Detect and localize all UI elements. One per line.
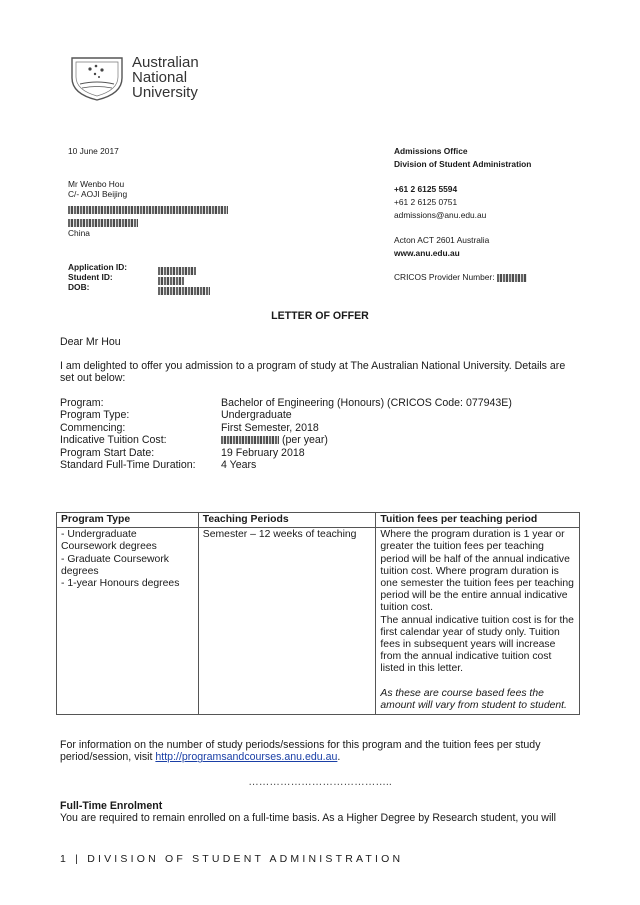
fees-paragraph-1: Where the program duration is 1 year or greater the tuition fees per teaching period will be half of the annual indicative tuition cost. Where program duration is one semester the tuition fees per teaching period will be the entire annual indicative tuition cost. [380, 529, 574, 614]
office-email: admissions@anu.edu.au [394, 210, 487, 220]
table-header-row [57, 513, 580, 528]
detail-label: Program: [60, 397, 104, 409]
header-teaching-periods: Teaching Periods [198, 513, 376, 528]
recipient-care-of: C/- AOJI Beijing [68, 189, 128, 199]
detail-row [60, 397, 582, 409]
program-type-item: - Undergraduate Coursework degrees [61, 529, 157, 553]
header-program-type: Program Type [57, 513, 199, 528]
anu-crest-icon [68, 52, 126, 102]
tuition-suffix: (per year) [281, 434, 328, 447]
dob-label: DOB: [68, 282, 90, 292]
detail-row [60, 409, 582, 421]
detail-label: Indicative Tuition Cost: [60, 434, 167, 447]
office-name: Admissions Office [394, 146, 468, 156]
recipient-name: Mr Wenbo Hou [68, 179, 125, 189]
redacted-dob [158, 282, 210, 300]
tuition-fee-table [56, 512, 580, 715]
application-id-label: Application ID: [68, 262, 128, 272]
detail-value [221, 434, 328, 446]
detail-label: Standard Full-Time Duration: [60, 459, 196, 472]
program-type-item: - Graduate Coursework degrees [61, 553, 169, 577]
enrolment-text: You are required to remain enrolled on a full-time basis. As a Higher Degree by Research student, you will [60, 812, 557, 824]
detail-label: Commencing: [60, 421, 126, 434]
cricos-provider [394, 271, 527, 283]
redacted-tuition [221, 436, 279, 444]
letter-title: LETTER OF OFFER [271, 310, 369, 322]
tuition-fees-cell [376, 528, 580, 715]
detail-row [60, 422, 582, 434]
detail-value: 19 February 2018 [221, 446, 305, 459]
intro-paragraph: I am delighted to offer you admission to a program of study at The Australian National University. Details are set out below: [60, 360, 566, 385]
letter-date: 10 June 2017 [68, 146, 119, 156]
cricos-label: CRICOS Provider Number: [394, 272, 495, 282]
detail-label: Program Type: [60, 409, 130, 422]
page-footer: 1 | DIVISION OF STUDENT ADMINISTRATION [60, 853, 404, 865]
programs-courses-link[interactable]: http://programsandcourses.anu.edu.au [155, 751, 338, 764]
office-phone: +61 2 6125 5594 [394, 184, 458, 194]
program-type-cell [57, 528, 199, 715]
fees-note: As these are course based fees the amount will vary from student to student. [380, 687, 567, 711]
logo-line-2: National [132, 69, 188, 86]
logo-line-3: University [132, 84, 198, 101]
anu-logo [68, 52, 208, 104]
detail-label: Program Start Date: [60, 446, 155, 459]
logo-line-1: Australian [132, 54, 199, 71]
table-row [57, 528, 580, 715]
detail-row [60, 447, 582, 459]
teaching-periods-cell: Semester – 12 weeks of teaching [198, 528, 376, 715]
program-type-item: - 1-year Honours degrees [61, 578, 180, 590]
enrolment-heading: Full-Time Enrolment [60, 800, 163, 812]
detail-value: Bachelor of Engineering (Honours) (CRICOS Code: 077943E) [221, 397, 512, 409]
office-division: Division of Student Administration [394, 159, 532, 169]
info-paragraph [60, 739, 580, 764]
detail-row [60, 459, 582, 471]
recipient-country: China [68, 228, 90, 238]
separator-dots: ………………………………….. [248, 776, 392, 788]
fees-paragraph-2: The annual indicative tuition cost is for the first calendar year of study only. Tuition fees in subsequent years will increase from the annual indicative tuition cost listed in this letter. [380, 614, 574, 675]
salutation: Dear Mr Hou [60, 336, 121, 348]
program-details [60, 397, 582, 471]
detail-value: 4 Years [221, 459, 257, 472]
office-fax: +61 2 6125 0751 [394, 197, 458, 207]
student-id-label: Student ID: [68, 272, 113, 282]
detail-row [60, 434, 582, 446]
header-tuition-fees: Tuition fees per teaching period [376, 513, 580, 528]
info-text: For information on the number of study periods/sessions for this program and the tuition fees per study period/session, visit [60, 739, 541, 764]
redacted-cricos [497, 274, 527, 282]
detail-value: First Semester, 2018 [221, 421, 319, 434]
office-web: www.anu.edu.au [394, 248, 460, 258]
office-address: Acton ACT 2601 Australia [394, 235, 490, 245]
info-end: . [337, 751, 341, 764]
detail-value: Undergraduate [221, 409, 292, 422]
